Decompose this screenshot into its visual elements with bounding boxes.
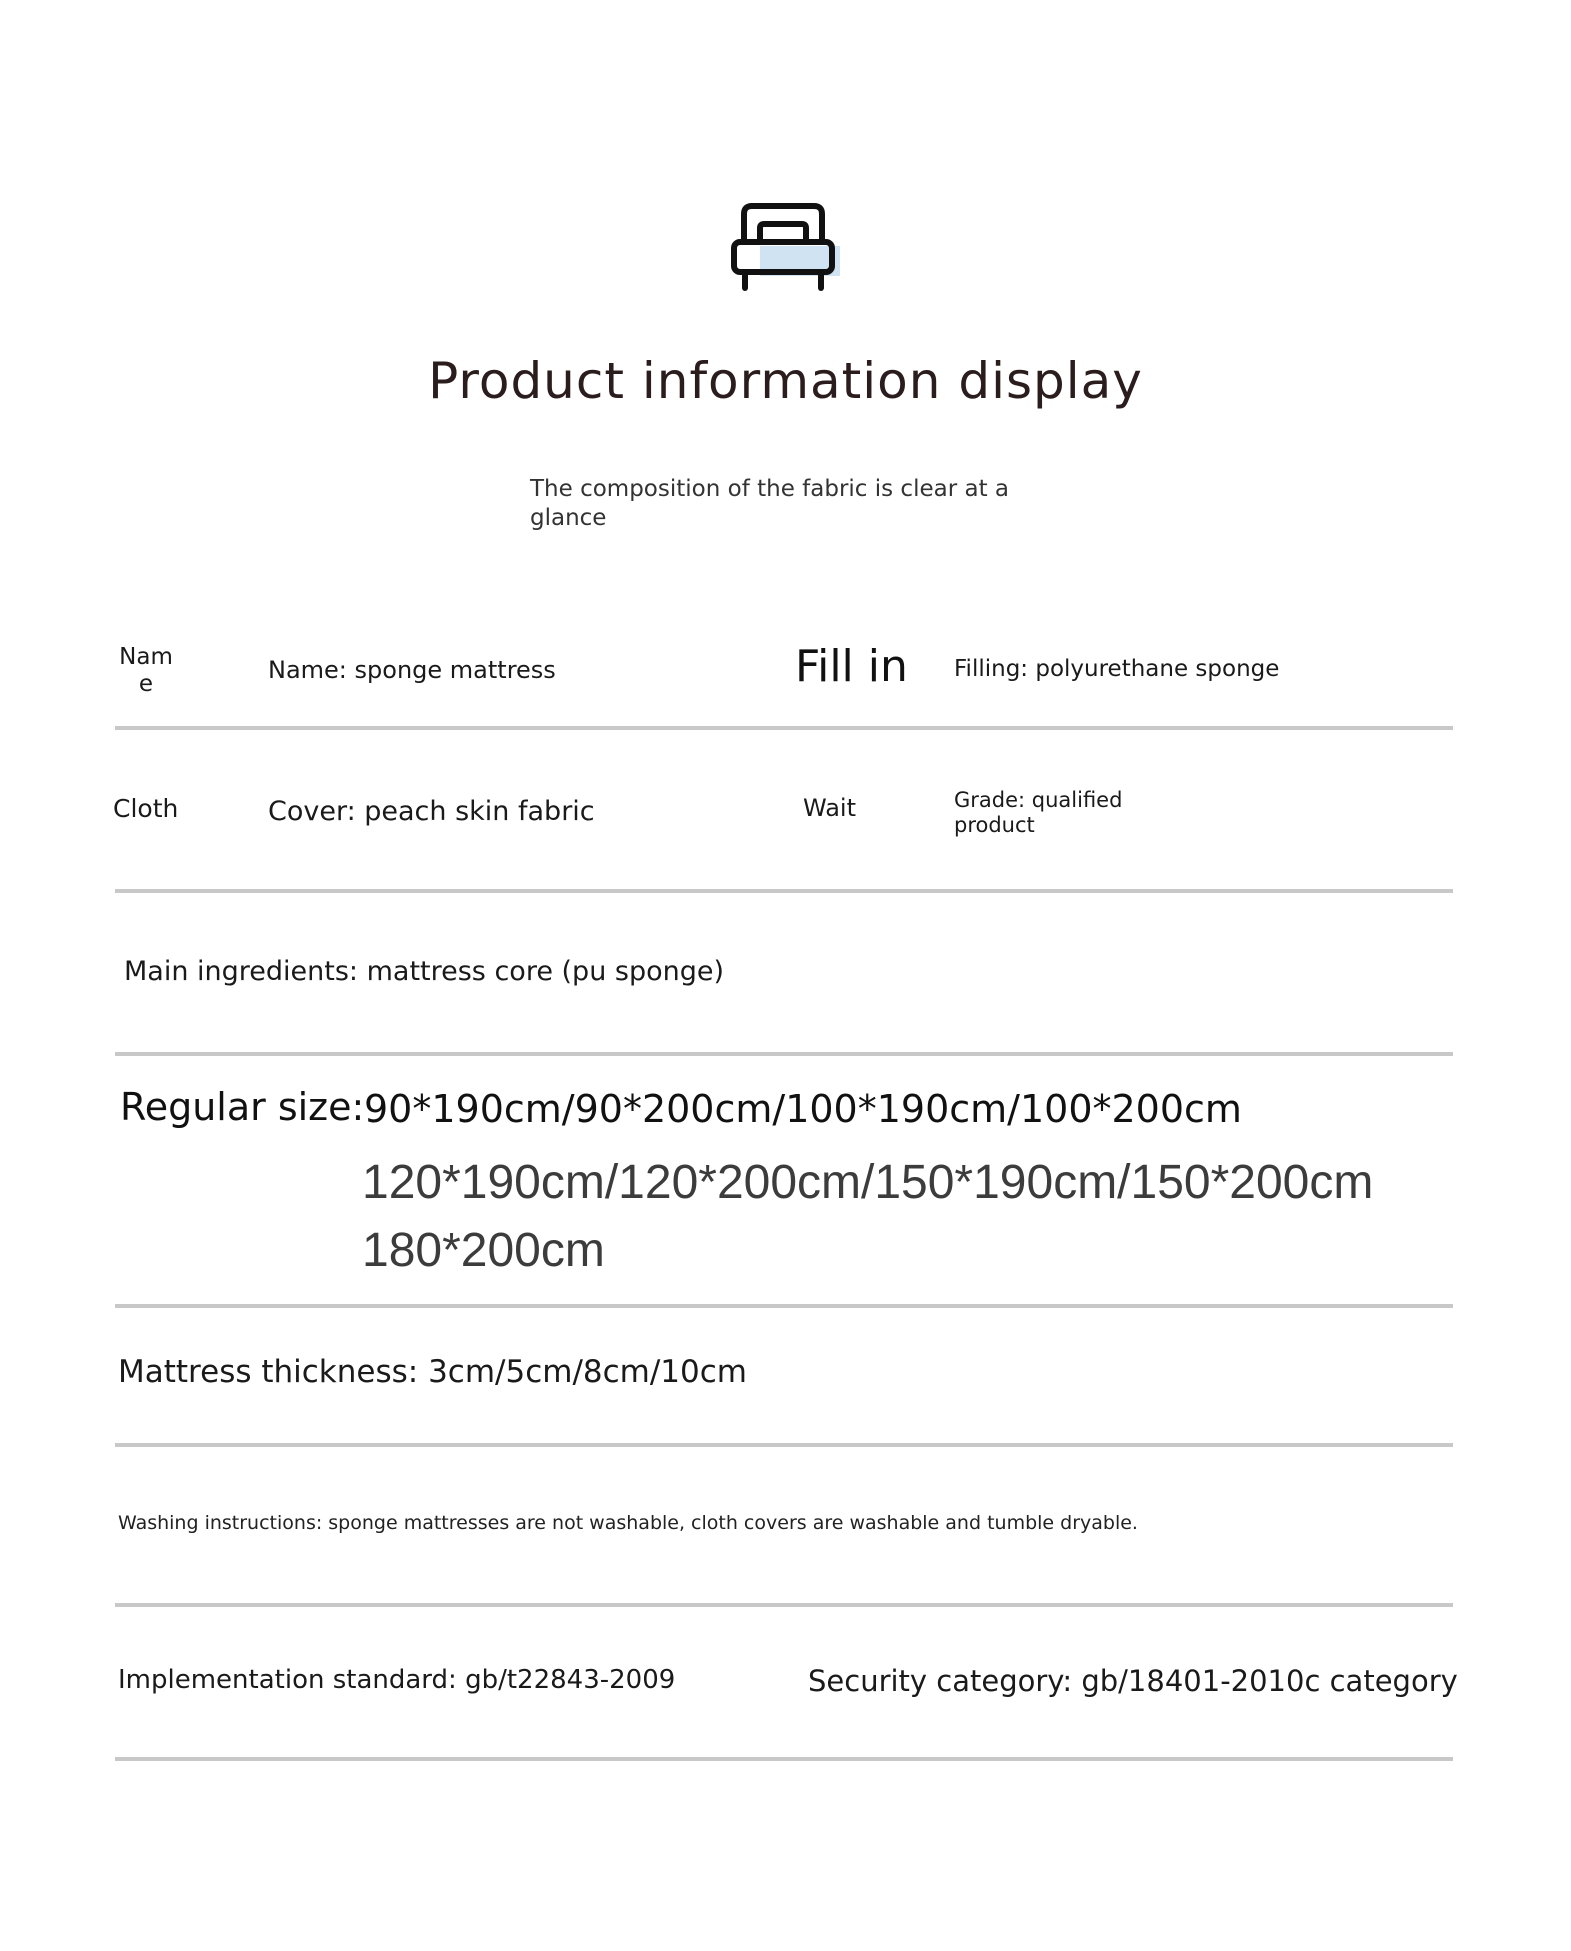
- divider: [115, 726, 1453, 730]
- wait-value: Grade: qualified product: [954, 788, 1123, 837]
- page-title: Product information display: [428, 352, 1143, 410]
- divider: [115, 1304, 1453, 1308]
- wait-label: Wait: [803, 794, 856, 822]
- divider: [115, 1443, 1453, 1447]
- implementation-standard: Implementation standard: gb/t22843-2009: [118, 1665, 676, 1695]
- divider: [115, 1052, 1453, 1056]
- fill-label: Fill in: [795, 641, 908, 692]
- cloth-value: Cover: peach skin fabric: [268, 796, 595, 827]
- name-label: Nam e: [119, 644, 173, 697]
- divider: [115, 1603, 1453, 1607]
- divider: [115, 1757, 1453, 1761]
- washing-instructions: Washing instructions: sponge mattresses are not washable, cloth covers are washable and tumble dryable.: [118, 1512, 1138, 1534]
- size-line: 120*190cm/120*200cm/150*190cm/150*200cm: [362, 1156, 1374, 1209]
- bed-icon: [730, 200, 846, 296]
- size-line: 180*200cm: [362, 1224, 605, 1277]
- cloth-label: Cloth: [113, 794, 179, 823]
- page-subtitle: The composition of the fabric is clear at a glance: [530, 476, 1010, 531]
- main-ingredients: Main ingredients: mattress core (pu sponge): [124, 956, 725, 987]
- security-category: Security category: gb/18401-2010c category: [808, 1664, 1458, 1698]
- size-line: 90*190cm/90*200cm/100*190cm/100*200cm: [364, 1087, 1242, 1131]
- fill-value: Filling: polyurethane sponge: [954, 656, 1280, 682]
- name-value: Name: sponge mattress: [268, 656, 556, 684]
- divider: [115, 889, 1453, 893]
- size-label: Regular size:: [120, 1085, 365, 1129]
- mattress-thickness: Mattress thickness: 3cm/5cm/8cm/10cm: [118, 1354, 747, 1390]
